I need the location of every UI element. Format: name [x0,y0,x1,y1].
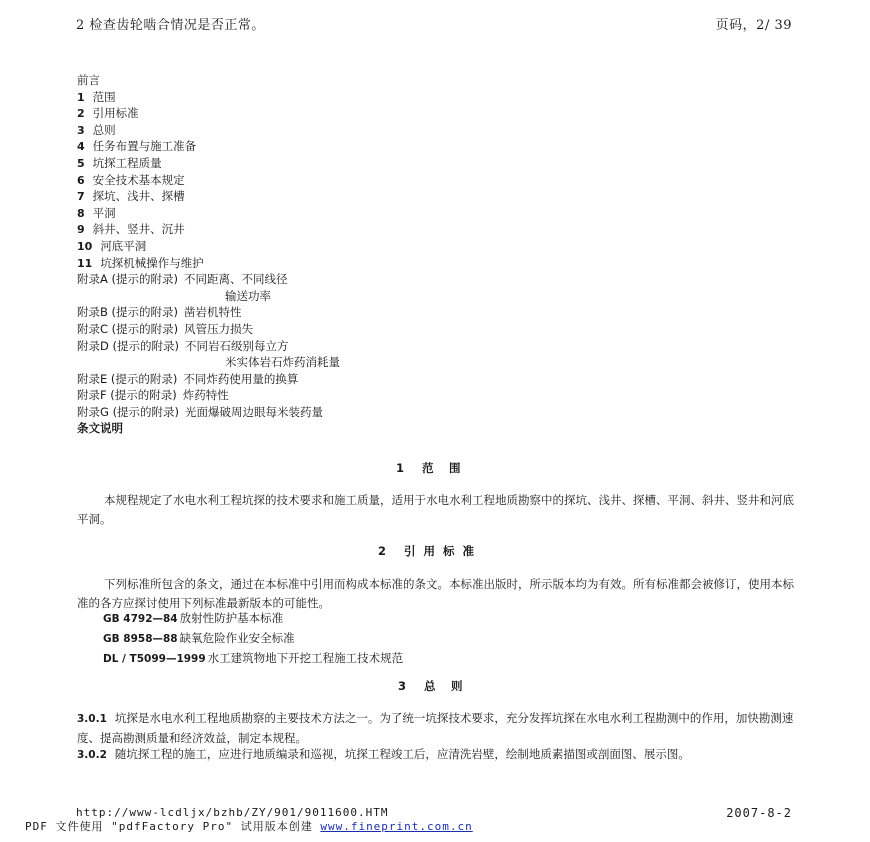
section-2-number: 2 [378,544,389,558]
toc-item-number: 4 [77,140,85,154]
standard-title: 放射性防护基本标准 [179,611,284,625]
clause-3-0-2 [77,745,795,765]
section-3-heading [398,678,465,694]
toc-appendix-label: 附录A (提示的附录) [77,272,178,287]
toc-appendix[interactable] [77,371,340,388]
toc-explanation[interactable]: 条文说明 [77,421,123,436]
toc-appendix-title: 凿岩机特性 [184,305,242,320]
toc-appendix-title: 不同炸药使用量的换算 [183,371,299,386]
toc-item[interactable] [77,238,340,255]
toc-appendix-title: 光面爆破周边眼每米装药量 [185,404,324,419]
toc-item[interactable] [77,172,340,189]
toc-item-title: 范围 [92,89,116,104]
toc-item[interactable] [77,122,340,139]
toc-item[interactable] [77,155,340,172]
toc-item[interactable] [77,221,340,238]
clause-3-0-1 [77,709,795,747]
toc-item-number: 6 [77,173,85,187]
toc-appendix-title-continued: 输送功率 [225,288,271,303]
toc-appendix[interactable] [77,404,340,421]
toc-item-title: 总则 [92,122,116,137]
toc-appendix-title-continued: 米实体岩石炸药消耗量 [225,355,340,370]
toc-item[interactable] [77,138,340,155]
toc-item[interactable] [77,255,340,272]
toc-appendix[interactable] [77,304,340,321]
toc-item-title: 平洞 [92,205,116,220]
toc-appendix-label: 附录G (提示的附录) [77,404,180,419]
toc-appendix-label: 附录F (提示的附录) [77,388,177,403]
toc-item-title: 探坑、浅井、探槽 [92,189,185,204]
toc-item-number: 3 [77,123,85,137]
section-2-paragraph: 下列标准所包含的条文，通过在本标准中引用而构成本标准的条文。本标准出版时，所示版本均为有效。所有标准都会被修订，使用本标准的各方应探讨使用下列标准最新版本的可能性。 [77,577,794,610]
section-3-number: 3 [398,679,409,693]
toc-item-number: 1 [77,90,85,104]
clause-number: 3.0.2 [77,749,107,761]
section-1-paragraph: 本规程规定了水电水利工程坑探的技术要求和施工质量，适用于水电水利工程地质勘察中的探坑、浅井、探槽、平洞、斜井、竖井和河底平洞。 [77,493,794,526]
watermark-text: PDF 文件使用 "pdfFactory Pro" 试用版本创建 [25,820,313,833]
toc-item-number: 2 [77,107,85,121]
pdf-watermark [25,818,473,834]
standard-item [103,629,403,649]
toc-appendix[interactable] [77,387,340,404]
header-text: 2 检查齿轮啮合情况是否正常。 [76,18,265,33]
toc-appendix-label: 附录B (提示的附录) [77,305,179,320]
toc-appendix-label: 附录D (提示的附录) [77,338,179,353]
section-1-number: 1 [396,461,407,475]
clause-text: 随坑探工程的施工，应进行地质编录和巡视，坑探工程竣工后，应清洗岩壁，绘制地质素描图或剖面图、展示图。 [114,747,690,761]
section-3-title: 总 则 [424,679,465,693]
section-1-heading [396,460,463,476]
toc-appendix[interactable] [77,321,340,338]
toc-item-number: 9 [77,223,85,237]
toc-item-number: 10 [77,239,93,253]
standards-list [103,609,403,669]
table-of-contents [77,72,340,437]
clause-number: 3.0.1 [77,713,107,725]
standard-title: 水工建筑物地下开挖工程施工技术规范 [207,651,404,665]
toc-appendix-title: 不同距离、不同线径 [184,272,288,287]
page-number: 页码，2/ 39 [715,18,792,33]
toc-item-title: 引用标准 [92,106,139,121]
clause-text: 坑探是水电水利工程地质勘察的主要技术方法之一。为了统一坑探技术要求，充分发挥坑探在水电水利工程勘测中的作用，加快勘测速度、提高勘测质量和经济效益，制定本规程。 [77,711,794,745]
toc-item-title: 安全技术基本规定 [92,172,185,187]
watermark-link[interactable]: www.fineprint.com.cn [320,820,473,833]
toc-item-title: 斜井、竖井、沉井 [92,222,185,237]
section-1-title: 范 围 [422,461,463,475]
toc-appendix[interactable] [77,338,340,355]
standard-item [103,609,403,629]
toc-appendix-title: 不同岩石级别每立方 [184,338,289,353]
toc-appendix-label: 附录E (提示的附录) [77,371,178,386]
toc-preface[interactable]: 前言 [77,73,100,87]
toc-item[interactable] [77,188,340,205]
toc-item-number: 7 [77,190,85,204]
toc-item[interactable] [77,105,340,122]
standard-code: GB 8958—88 [103,633,178,645]
toc-appendix-title: 炸药特性 [182,388,229,403]
footer-date: 2007-8-2 [726,806,792,820]
toc-appendix-label: 附录C (提示的附录) [77,321,179,336]
toc-item-title: 坑探机械操作与维护 [100,255,204,270]
standard-title: 缺氧危险作业安全标准 [179,631,295,645]
toc-item-title: 河底平洞 [100,238,147,253]
toc-item-number: 11 [77,256,93,270]
standard-code: GB 4792—84 [103,613,178,625]
toc-item[interactable] [77,205,340,222]
toc-item-number: 5 [77,156,85,170]
toc-item[interactable] [77,89,340,106]
toc-item-title: 坑探工程质量 [92,155,162,170]
section-2-heading [378,543,476,559]
standard-item [103,649,403,669]
section-2-title: 引 用 标 准 [404,544,477,558]
toc-item-title: 任务布置与施工准备 [92,139,197,154]
standard-code: DL / T5099—1999 [103,653,206,665]
toc-appendix-title: 风管压力损失 [184,321,254,336]
footer-url[interactable]: http://www-lcdljx/bzhb/ZY/901/9011600.HTM [76,806,389,819]
toc-appendix[interactable] [77,271,340,288]
toc-item-number: 8 [77,206,85,220]
